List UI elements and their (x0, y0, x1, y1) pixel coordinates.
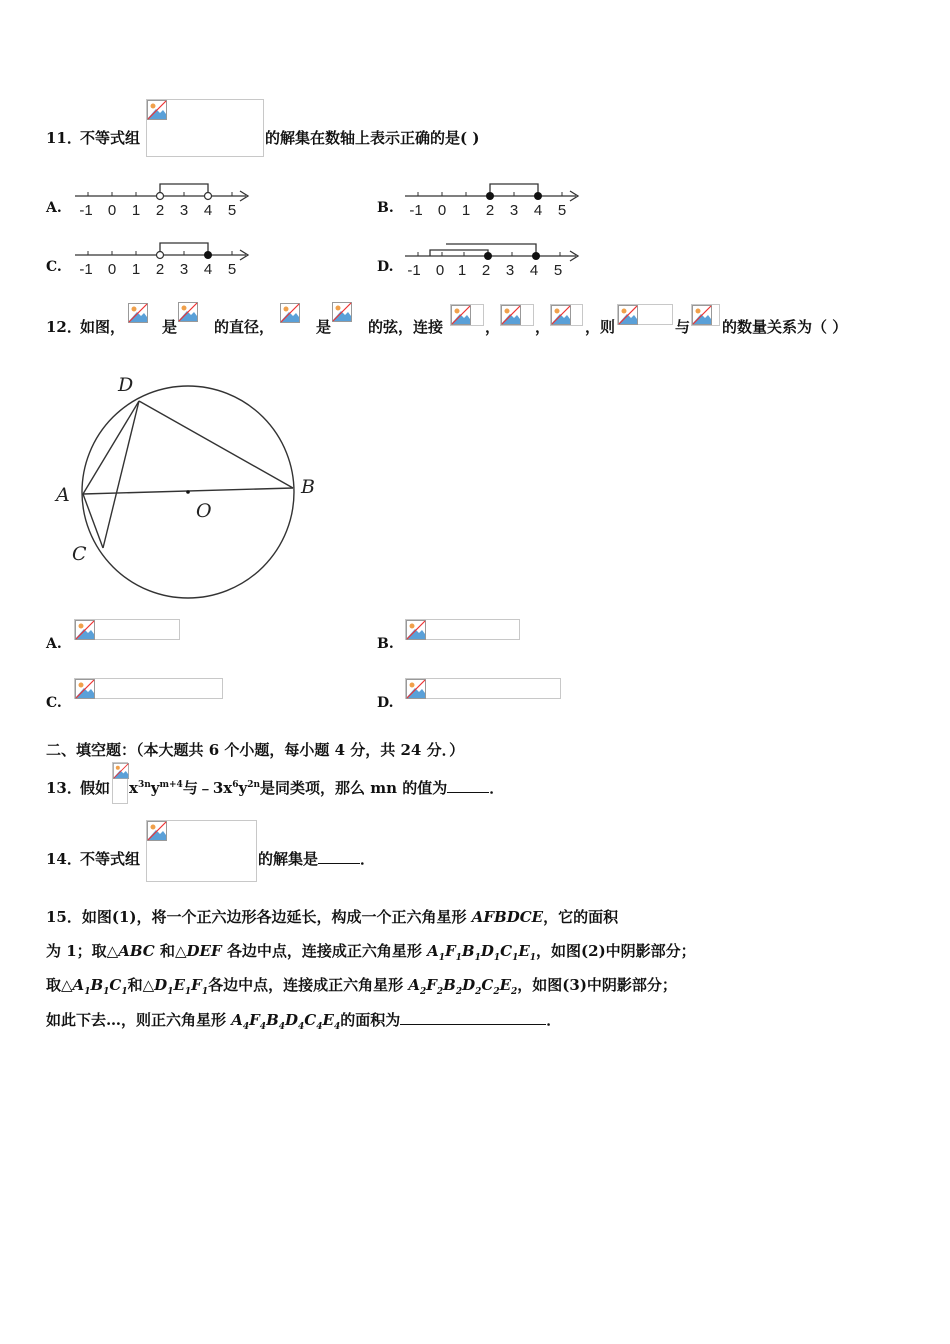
q13-image (112, 762, 128, 804)
q13-answer-blank[interactable] (447, 778, 489, 793)
label-a: A (56, 484, 70, 506)
tick-label: 4 (533, 202, 543, 219)
q15-line1-text: 15．如图(1)，将一个正六边形各边延长，构成一个正六角星形 (46, 908, 472, 926)
q14-image-placeholder (146, 820, 257, 882)
label-o: O (196, 500, 212, 522)
tick-label: 2 (155, 261, 165, 278)
center-point (186, 490, 190, 494)
q12-text-4: 是 (316, 318, 332, 336)
q11-option-c-numberline (70, 239, 255, 281)
q13-y2-exponent: 2n (247, 780, 260, 790)
q12-option-b-image (405, 619, 520, 640)
q15-star-1: $A_1F_1B_1D_1C_1E_1$ (427, 942, 537, 963)
q11-option-b-numberline (400, 180, 585, 222)
q15-star-afbdce: AFBDCE (471, 908, 544, 926)
broken-image-icon (147, 100, 167, 120)
q15-triangle-d1e1f1: $D_1E_1F_1$ (154, 976, 209, 997)
label-c: C (72, 543, 87, 565)
q15-line2-end: ，如图(2)中阴影部分； (536, 942, 696, 960)
q11-option-b-label: B. (377, 200, 394, 216)
broken-image-icon (332, 302, 352, 322)
tick-label: 0 (107, 261, 117, 278)
q12-text-2: 是 (162, 318, 178, 336)
q12-text-7: ， (535, 318, 551, 336)
q13-expression (129, 778, 504, 798)
q12-option-c-label: C. (46, 695, 62, 711)
tick-label: 3 (509, 202, 519, 219)
q11-option-d-numberline (400, 236, 585, 282)
q12-image-2 (178, 302, 212, 324)
q14-answer-blank[interactable] (318, 849, 360, 864)
broken-image-icon (551, 305, 571, 325)
q11-option-a-numberline (70, 180, 255, 222)
section-2-heading: 二、填空题：（本大题共 6 个小题，每小题 4 分，共 24 分．） (46, 741, 465, 759)
broken-image-icon (75, 620, 95, 640)
q15-line-3 (46, 975, 677, 995)
q12-text-9: 与 (675, 318, 691, 336)
q12-option-a-label: A. (46, 636, 62, 652)
q15-line3-mid: 各边中点，连接成正六角星形 (208, 976, 409, 994)
q15-answer-blank[interactable] (400, 1010, 546, 1025)
tick-label: 3 (179, 202, 189, 219)
q13-y-exponent: m+4 (159, 780, 183, 790)
q11-option-c-label: C. (46, 259, 62, 275)
q12-image-7 (550, 304, 583, 326)
q15-star-2: $A_2F_2B_2D_2C_2E_2$ (408, 976, 518, 997)
q11-option-d-label: D. (377, 259, 394, 275)
q12-text-3: 的直径， (214, 318, 275, 336)
q13-y: y (150, 779, 160, 797)
tick-label: 2 (155, 202, 165, 219)
broken-image-icon (178, 302, 198, 322)
q11-prefix: 不等式组 (80, 129, 141, 147)
q15-line2-and: 和△ (154, 942, 187, 960)
q15-triangle-def: DEF (186, 942, 222, 960)
q11-option-a-label: A. (46, 200, 62, 216)
tick-label: 4 (529, 262, 539, 279)
q13-middle: 与﹣3x (182, 779, 233, 797)
q15-line3-end: ，如图(3)中阴影部分； (517, 976, 677, 994)
q14-prefix: 不等式组 (80, 850, 141, 868)
q15-line2-text: 为 1；取△ (46, 942, 119, 960)
broken-image-icon (618, 305, 638, 325)
q15-line4-final: ． (546, 1011, 562, 1029)
q15-line-2 (46, 941, 696, 961)
chord-db (139, 401, 293, 488)
tick-label: 1 (131, 202, 141, 219)
broken-image-icon (692, 305, 712, 325)
q12-option-d-image (405, 678, 561, 699)
broken-image-icon (113, 763, 129, 779)
broken-image-icon (147, 821, 167, 841)
q13-y2: y (238, 779, 248, 797)
q15-line4-end: 的面积为 (340, 1011, 401, 1029)
q15-line-4 (46, 1010, 561, 1030)
tick-label: 5 (227, 261, 237, 278)
tick-label: 0 (435, 262, 445, 279)
q12-text-10: 的数量关系为（ ） (722, 318, 848, 336)
q13-number: 13． (46, 779, 82, 797)
q12-image-8 (617, 304, 673, 325)
q14-suffix-line (258, 849, 375, 869)
q12-option-d-label: D. (377, 695, 394, 711)
q12-option-b-label: B. (377, 636, 394, 652)
q12-image-9 (691, 304, 720, 326)
q11-image-placeholder (146, 99, 264, 157)
tick-label: 1 (457, 262, 467, 279)
q13-x-exponent: 3n (137, 780, 151, 790)
q13-x2-exponent: 6 (232, 780, 239, 790)
q12-image-4 (332, 302, 366, 324)
q14-end: ． (360, 850, 376, 868)
q12-text-1: 如图， (80, 318, 126, 336)
broken-image-icon (451, 305, 471, 325)
tick-label: 1 (461, 202, 471, 219)
tick-label: 4 (203, 261, 213, 278)
q14-number: 14． (46, 850, 82, 868)
tick-label: 1 (131, 261, 141, 278)
q12-circle-figure (50, 368, 330, 604)
q15-star-4: $A_4F_4B_4D_4C_4E_4$ (231, 1011, 341, 1032)
tick-label: 3 (505, 262, 515, 279)
q12-option-c-image (74, 678, 223, 699)
tick-label: 5 (227, 202, 237, 219)
q12-number: 12． (46, 318, 82, 336)
tick-label: 5 (557, 202, 567, 219)
q12-text-8: ，则 (585, 318, 616, 336)
tick-label: 4 (203, 202, 213, 219)
tick-label: -1 (409, 202, 423, 219)
q12-text-5: 的弦，连接 (368, 318, 444, 336)
q11-number: 11． (46, 129, 82, 147)
broken-image-icon (406, 679, 426, 699)
q15-line3-text: 取△ (46, 976, 73, 994)
tick-label: -1 (407, 262, 421, 279)
q12-text-6: ， (485, 318, 501, 336)
q12-option-a-image (74, 619, 180, 640)
tick-label: -1 (79, 202, 93, 219)
q13-x: x (129, 779, 138, 797)
q15-line-1 (46, 907, 618, 927)
q11-suffix: 的解集在数轴上表示正确的是( ) (265, 129, 480, 147)
q15-triangle-a1b1c1: $A_1B_1C_1$ (72, 976, 128, 997)
broken-image-icon (280, 303, 300, 323)
q12-image-5 (450, 304, 484, 326)
broken-image-icon (501, 305, 521, 325)
q12-image-3 (280, 303, 314, 325)
broken-image-icon (128, 303, 148, 323)
q15-line2-mid: 各边中点，连接成正六角星形 (221, 942, 428, 960)
tick-label: 0 (437, 202, 447, 219)
q12-image-1 (128, 303, 160, 325)
broken-image-icon (75, 679, 95, 699)
tick-label: 3 (179, 261, 189, 278)
q15-line4-text: 如此下去…，则正六角星形 (46, 1011, 232, 1029)
q13-prefix: 假如 (80, 779, 111, 797)
tick-label: 5 (553, 262, 563, 279)
q13-suffix: 是同类项，那么 mn 的值为 (260, 779, 448, 797)
tick-label: 2 (485, 202, 495, 219)
tick-label: 0 (107, 202, 117, 219)
broken-image-icon (406, 620, 426, 640)
label-b: B (301, 476, 315, 498)
q15-triangle-abc: ABC (118, 942, 155, 960)
tick-label: -1 (79, 261, 93, 278)
q13-end: ． (489, 779, 505, 797)
label-d: D (118, 374, 134, 396)
q15-line1-end: ，它的面积 (543, 908, 619, 926)
q12-image-6 (500, 304, 534, 326)
q14-suffix: 的解集是 (258, 850, 319, 868)
q15-line3-and: 和△ (127, 976, 155, 994)
tick-label: 2 (481, 262, 491, 279)
